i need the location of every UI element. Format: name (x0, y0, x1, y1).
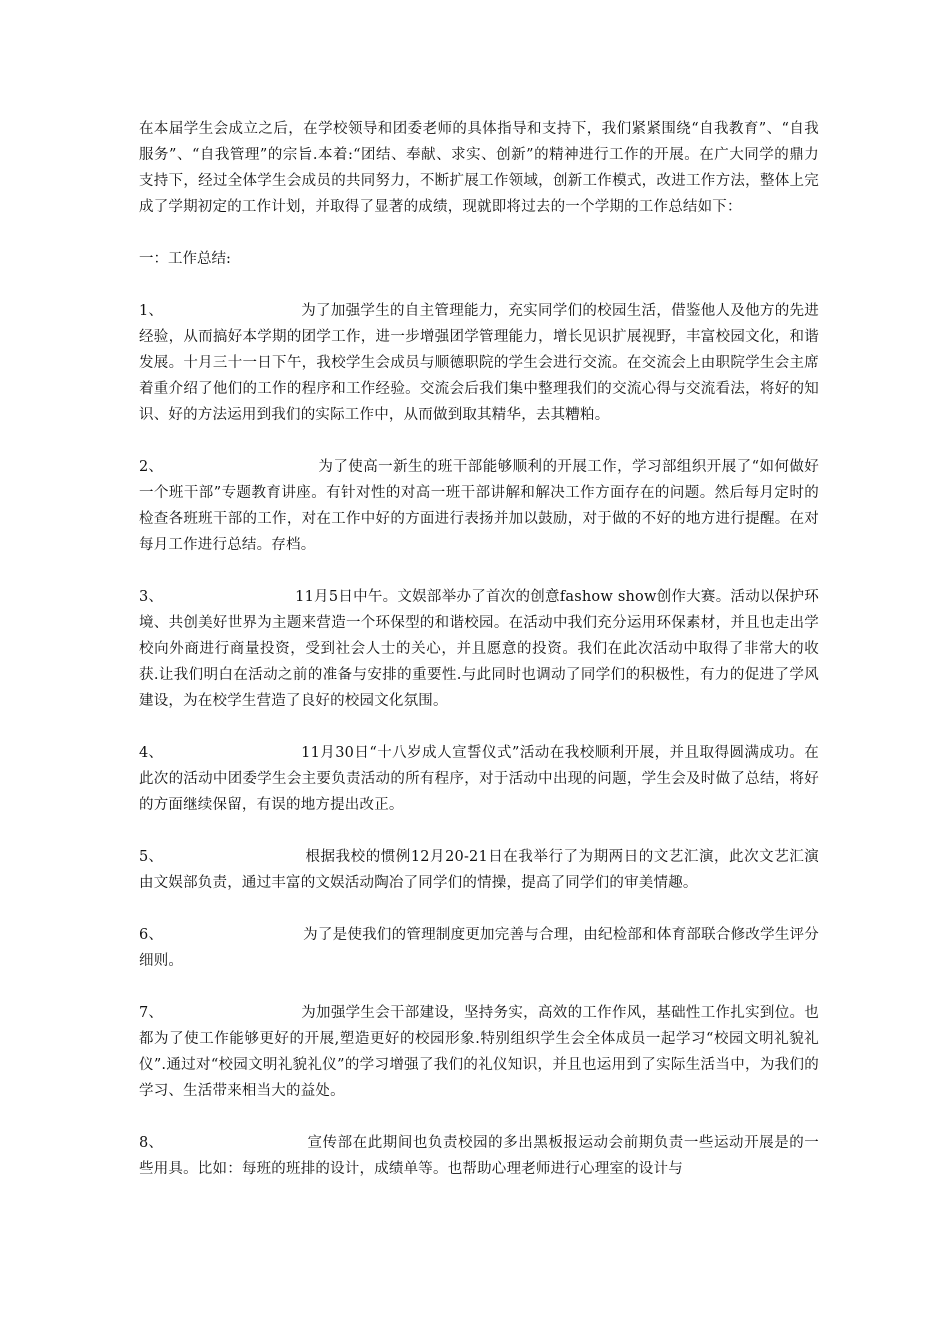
document-page (139, 116, 819, 1208)
list-item (139, 844, 819, 896)
item-number: 4、 (139, 745, 164, 761)
list-item (139, 454, 819, 558)
item-text: 为加强学生会干部建设，坚持务实，高效的工作作风，基础性工作扎实到位。也都为了使工作能够更好的开展,塑造更好的校园形象.特别组织学生会全体成员一起学习“校园文明礼貌礼仪”.通过对“校园文明礼貌礼仪”的学习增强了我们的礼仪知识，并且也运用到了实际生活当中，为我们的学习、生活带来相当大的益处。 (139, 1005, 819, 1099)
list-item (139, 922, 819, 974)
item-text: 为了是使我们的管理制度更加完善与合理，由纪检部和体育部联合修改学生评分细则。 (139, 927, 819, 969)
list-item (139, 584, 819, 714)
item-number: 1、 (139, 303, 164, 319)
item-number: 8、 (139, 1135, 164, 1151)
item-number: 6、 (139, 927, 164, 943)
section-heading: 一：工作总结: (139, 251, 231, 267)
item-number: 7、 (139, 1005, 164, 1021)
intro-paragraph: 在本届学生会成立之后，在学校领导和团委老师的具体指导和支持下，我们紧紧围绕“自我教育”、“自我服务”、“自我管理”的宗旨.本着:“团结、奉献、求实、创新”的精神进行工作的开展。在广大同学的鼎力支持下，经过全体学生会成员的共同努力，不断扩展工作领域，创新工作模式，改进工作方法，整体上完成了学期初定的工作计划，并取得了显著的成绩，现就即将过去的一个学期的工作总结如下： (139, 121, 819, 215)
item-number: 2、 (139, 459, 164, 475)
item-text: 为了使高一新生的班干部能够顺利的开展工作，学习部组织开展了“如何做好一个班干部”专题教育讲座。有针对性的对高一班干部讲解和解决工作方面存在的问题。然后每月定时的检查各班班干部的工作，对在工作中好的方面进行表扬并加以鼓励，对于做的不好的地方进行提醒。在对每月工作进行总结。存档。 (139, 459, 819, 553)
list-item (139, 1000, 819, 1104)
item-text: 根据我校的惯例12月20-21日在我举行了为期两日的文艺汇演，此次文艺汇演由文娱部负责，通过丰富的文娱活动陶冶了同学们的情操，提高了同学们的审美情趣。 (139, 849, 819, 891)
item-text: 11月5日中午。文娱部举办了首次的创意fashow show创作大赛。活动以保护环境、共创美好世界为主题来营造一个环保型的和谐校园。在活动中我们充分运用环保素材，并且也走出学校向外商进行商量投资，受到社会人士的关心，并且愿意的投资。我们在此次活动中取得了非常大的收获.让我们明白在活动之前的准备与安排的重要性.与此同时也调动了同学们的积极性，有力的促进了学风建设，为在校学生营造了良好的校园文化氛围。 (139, 589, 819, 709)
item-text: 为了加强学生的自主管理能力，充实同学们的校园生活，借鉴他人及他方的先进经验，从而搞好本学期的团学工作，进一步增强团学管理能力，增长见识扩展视野，丰富校园文化，和谐发展。十月三十一日下午，我校学生会成员与顺德职院的学生会进行交流。在交流会上由职院学生会主席着重介绍了他们的工作的程序和工作经验。交流会后我们集中整理我们的交流心得与交流看法，将好的知识、好的方法运用到我们的实际工作中，从而做到取其精华，去其糟粕。 (139, 303, 819, 423)
list-item (139, 1130, 819, 1182)
item-number: 3、 (139, 589, 164, 605)
list-item (139, 298, 819, 428)
item-text: 11月30日“十八岁成人宣誓仪式”活动在我校顺利开展，并且取得圆满成功。在此次的活动中团委学生会主要负责活动的所有程序，对于活动中出现的问题，学生会及时做了总结，将好的方面继续保留，有误的地方提出改正。 (139, 745, 819, 813)
item-number: 5、 (139, 849, 164, 865)
list-item (139, 740, 819, 818)
item-text: 宣传部在此期间也负责校园的多出黑板报运动会前期负责一些运动开展是的一些用具。比如：每班的班排的设计，成绩单等。也帮助心理老师进行心理室的设计与 (139, 1135, 819, 1177)
